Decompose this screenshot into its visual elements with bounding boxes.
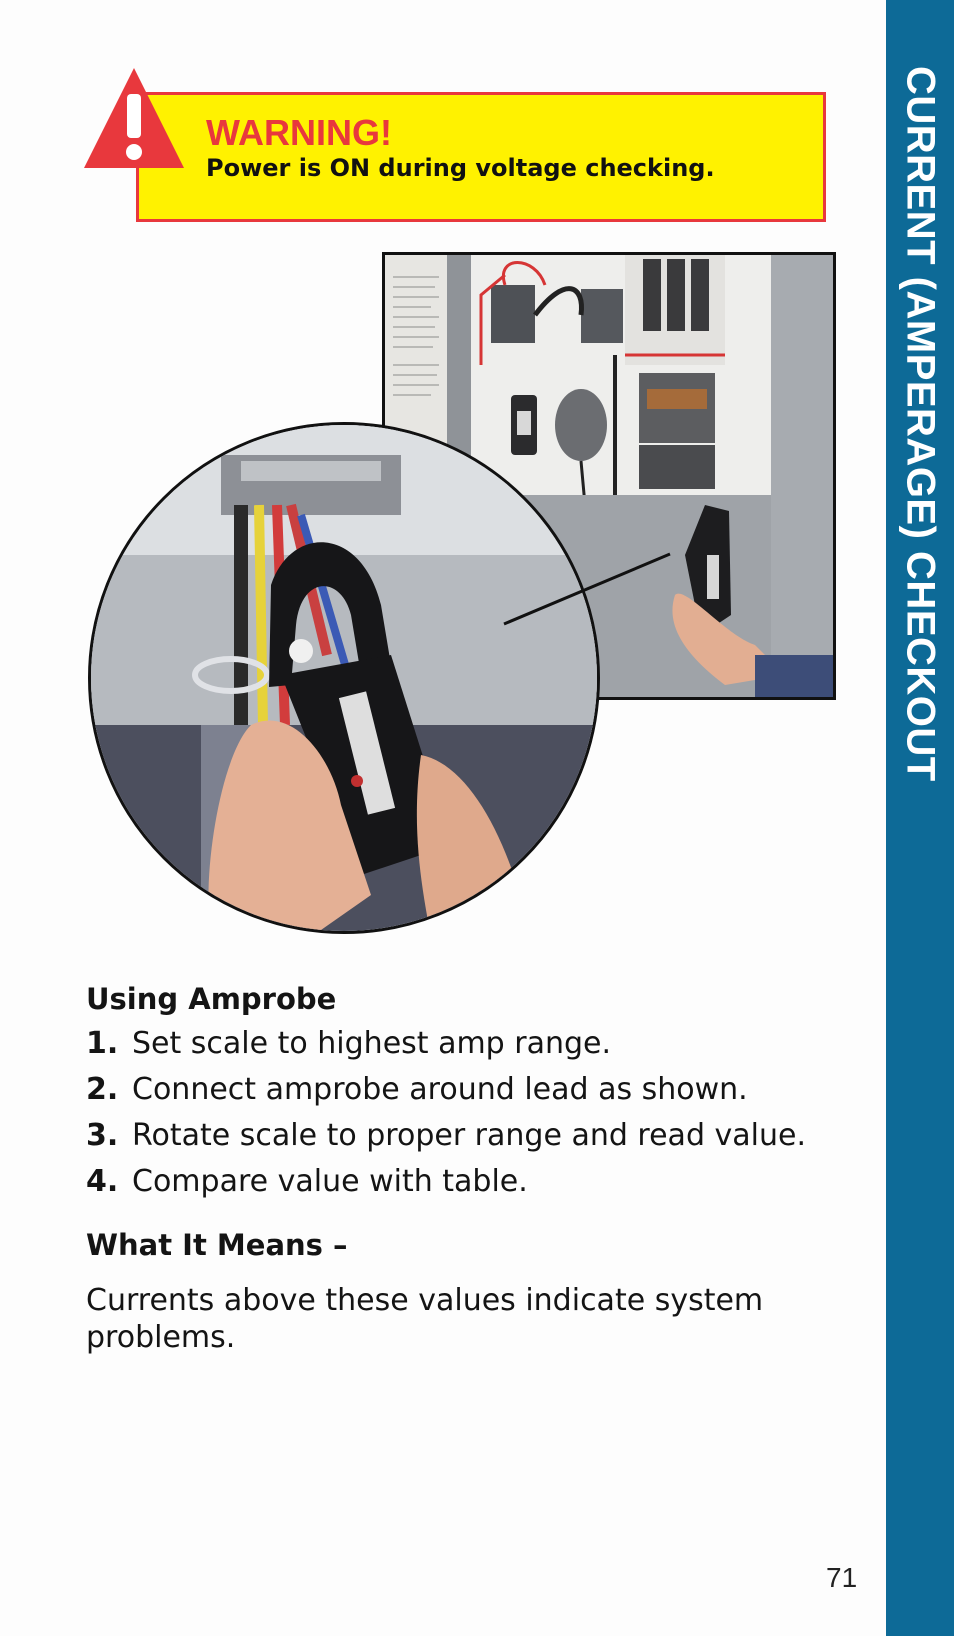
page-number: 71 bbox=[826, 1562, 858, 1593]
section-heading-what-it-means: What It Means – bbox=[86, 1228, 348, 1262]
list-item bbox=[86, 1026, 806, 1072]
step-number: 3. bbox=[86, 1118, 119, 1153]
step-text: Connect amprobe around lead as shown. bbox=[132, 1072, 748, 1107]
step-text: Compare value with table. bbox=[132, 1164, 528, 1199]
amprobe-closeup-photo bbox=[88, 422, 600, 934]
step-text: Rotate scale to proper range and read value. bbox=[132, 1118, 807, 1153]
what-it-means-text: Currents above these values indicate system problems. bbox=[86, 1283, 764, 1355]
warning-triangle-icon bbox=[82, 66, 186, 170]
list-item bbox=[86, 1118, 806, 1164]
steps-list bbox=[86, 1026, 806, 1210]
list-item bbox=[86, 1072, 806, 1118]
step-number: 4. bbox=[86, 1164, 119, 1199]
warning-title: WARNING! bbox=[206, 112, 392, 153]
step-text: Set scale to highest amp range. bbox=[132, 1026, 612, 1061]
step-number: 1. bbox=[86, 1026, 119, 1061]
list-item bbox=[86, 1164, 806, 1210]
section-heading-using-amprobe: Using Amprobe bbox=[86, 982, 337, 1016]
section-title: CURRENT (AMPERAGE) CHECKOUT bbox=[898, 66, 943, 782]
warning-text: Power is ON during voltage checking. bbox=[206, 154, 715, 182]
step-number: 2. bbox=[86, 1072, 119, 1107]
